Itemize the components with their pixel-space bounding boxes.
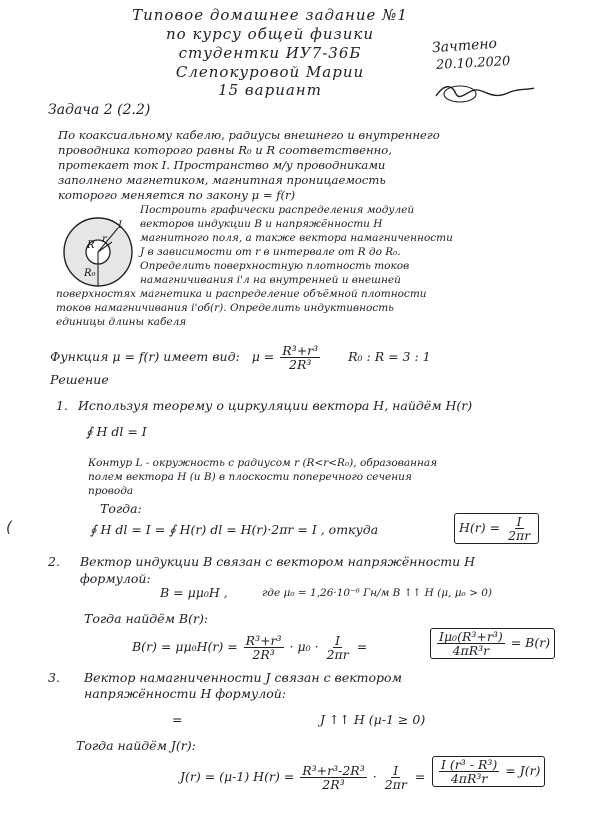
step2-equation-2 xyxy=(132,634,367,661)
step3-eq2-equals: = xyxy=(414,769,426,784)
function-lhs: μ = xyxy=(251,349,275,364)
step2-eq2-frac1-num: R³+r³ xyxy=(245,633,282,648)
step3-equation-2 xyxy=(180,764,425,791)
task-line-2: проводника которого равны R₀ и R соответственно, xyxy=(58,143,392,157)
tail-line-1: поверхностях магнетика и распределение объёмной плотности xyxy=(56,288,427,300)
step1-note-3: провода xyxy=(88,485,134,497)
step2-eq2-frac1 xyxy=(244,634,284,661)
header-line-name: Слепокуровой Марии xyxy=(175,63,365,81)
side-line-6: намагничивания i'л на внутренней и внешней xyxy=(140,274,401,286)
step3-equation-b: J ↑↑ H (μ-1 ≥ 0) xyxy=(320,712,426,727)
step3-equation: = xyxy=(172,712,183,727)
step3-text-2: напряжённости H формулой: xyxy=(84,686,287,701)
task-line-1: По коаксиальному кабелю, радиусы внешнего и внутреннего xyxy=(58,128,440,142)
header-line-variant: 15 вариант xyxy=(218,81,322,99)
step3-eq2-frac1 xyxy=(300,764,366,791)
task-line-5: которого меняется по закону μ = f(r) xyxy=(58,188,296,202)
step3-number: 3. xyxy=(48,670,60,685)
step3-eq2-lhs: J(r) = (μ-1) H(r) = xyxy=(180,769,295,784)
step2-answer-box xyxy=(430,628,555,659)
side-line-2: векторов индукции B и напряжённости H xyxy=(140,218,383,230)
step3-eq2-frac2 xyxy=(383,764,409,791)
step3-answer-box xyxy=(432,756,545,787)
fig-R0-label: R₀ xyxy=(84,268,96,279)
side-line-4: J в зависимости от r в интервале от R до R₀. xyxy=(140,246,401,258)
step2-eq2-frac2-den: 2πr xyxy=(326,647,349,662)
step2-text: Вектор индукции B связан с вектором напряжённости H xyxy=(80,554,476,569)
side-line-3: магнитного поля, а также вектора намагниченности xyxy=(140,232,453,244)
step2-number: 2. xyxy=(48,554,60,569)
coax-figure xyxy=(60,212,136,292)
function-fraction xyxy=(280,344,320,371)
step2-eq2-frac2-num: I xyxy=(335,633,341,648)
step2-then: Тогда найдём B(r): xyxy=(84,611,209,626)
fig-R-label: R xyxy=(87,240,95,251)
step1-box-num: I xyxy=(516,514,522,529)
step3-eq2-frac2-den: 2πr xyxy=(384,777,407,792)
tail-line-2: токов намагничивания i'об(r). Определить индуктивность xyxy=(56,302,394,314)
task-line-4: заполнено магнетиком, магнитная проницаемость xyxy=(58,173,386,187)
step1-equation-2: ∮ H dl = I = ∮ H(r) dl = H(r)·2πr = I , откуда xyxy=(90,522,379,537)
tail-line-3: единицы длины кабеля xyxy=(56,316,187,328)
fig-I-label: I xyxy=(118,220,122,231)
step3-eq2-frac1-num: R³+r³-2R³ xyxy=(302,763,365,778)
stamp-date: 20.10.2020 xyxy=(435,54,511,73)
task-title: Задача 2 (2.2) xyxy=(48,102,151,118)
step2-box-num: Iμ₀(R³+r³) xyxy=(439,629,503,644)
side-line-1: Построить графически распределения модулей xyxy=(140,204,415,216)
step2-eq2-equals: = xyxy=(356,639,368,654)
ratio-text: R₀ : R = 3 : 1 xyxy=(348,349,431,364)
step1-text: Используя теорему о циркуляции вектора H, найдём H(r) xyxy=(78,398,473,413)
step2-equation: B = μμ₀H , xyxy=(160,585,228,600)
step3-box-fraction xyxy=(439,758,499,785)
step3-box-num: I (r³ - R³) xyxy=(441,757,498,772)
step3-box-den: 4πR³r xyxy=(450,771,488,786)
step1-box-fraction xyxy=(506,515,532,542)
step1-note-1: Контур L - окружность с радиусом r (R<r<R₀), образованная xyxy=(88,457,438,469)
side-line-5: Определить поверхностную плотность токов xyxy=(140,260,410,272)
step3-eq2-mid: · xyxy=(372,769,377,784)
header-line-course: по курсу общей физики xyxy=(166,25,374,43)
header-line-student: студентки ИУ7-36Б xyxy=(178,44,362,62)
step3-eq2-frac2-num: I xyxy=(393,763,399,778)
step2-eq2-mid: · μ₀ · xyxy=(289,639,319,654)
function-line xyxy=(50,344,431,371)
step1-note-2: полем вектора H (и B) в плоскости поперечного сечения xyxy=(88,471,412,483)
step2-box-den: 4πR³r xyxy=(452,643,490,658)
fig-r-label: r xyxy=(102,234,107,245)
step2-text-2: формулой: xyxy=(80,571,151,586)
step1-box-lhs: H(r) = xyxy=(459,520,501,535)
solution-title: Решение xyxy=(50,372,109,387)
step2-box-rhs: = B(r) xyxy=(510,635,551,650)
step3-text: Вектор намагниченности J связан с вектором xyxy=(84,670,402,685)
step1-box-den: 2πr xyxy=(508,528,531,543)
task-line-3: протекает ток I. Пространство м/у проводниками xyxy=(58,158,386,172)
step3-box-rhs: = J(r) xyxy=(505,763,541,778)
step1-equation: ∮ H dl = I xyxy=(86,424,147,439)
margin-bracket: ( xyxy=(6,518,12,536)
stamp-text: Зачтено xyxy=(431,35,498,57)
function-num: R³+r³ xyxy=(282,343,319,358)
step2-eq2-frac1-den: 2R³ xyxy=(252,647,275,662)
step3-eq2-frac1-den: 2R³ xyxy=(322,777,345,792)
step1-then: Тогда: xyxy=(100,501,142,516)
step2-box-fraction xyxy=(437,630,505,657)
step1-number: 1. xyxy=(56,398,68,413)
header-line-title: Типовое домашнее задание №1 xyxy=(132,6,408,24)
step1-answer-box xyxy=(454,513,539,544)
function-text: Функция μ = f(r) имеет вид: xyxy=(50,349,240,364)
step2-where: где μ₀ = 1,26·10⁻⁶ Гн/м B ↑↑ H (μ, μ₀ > 0) xyxy=(262,587,492,599)
step2-eq2-lhs: B(r) = μμ₀H(r) = xyxy=(132,639,238,654)
signature-icon xyxy=(430,80,540,106)
step3-then: Тогда найдём J(r): xyxy=(76,738,196,753)
function-den: 2R³ xyxy=(289,357,312,372)
step2-eq2-frac2 xyxy=(325,634,351,661)
